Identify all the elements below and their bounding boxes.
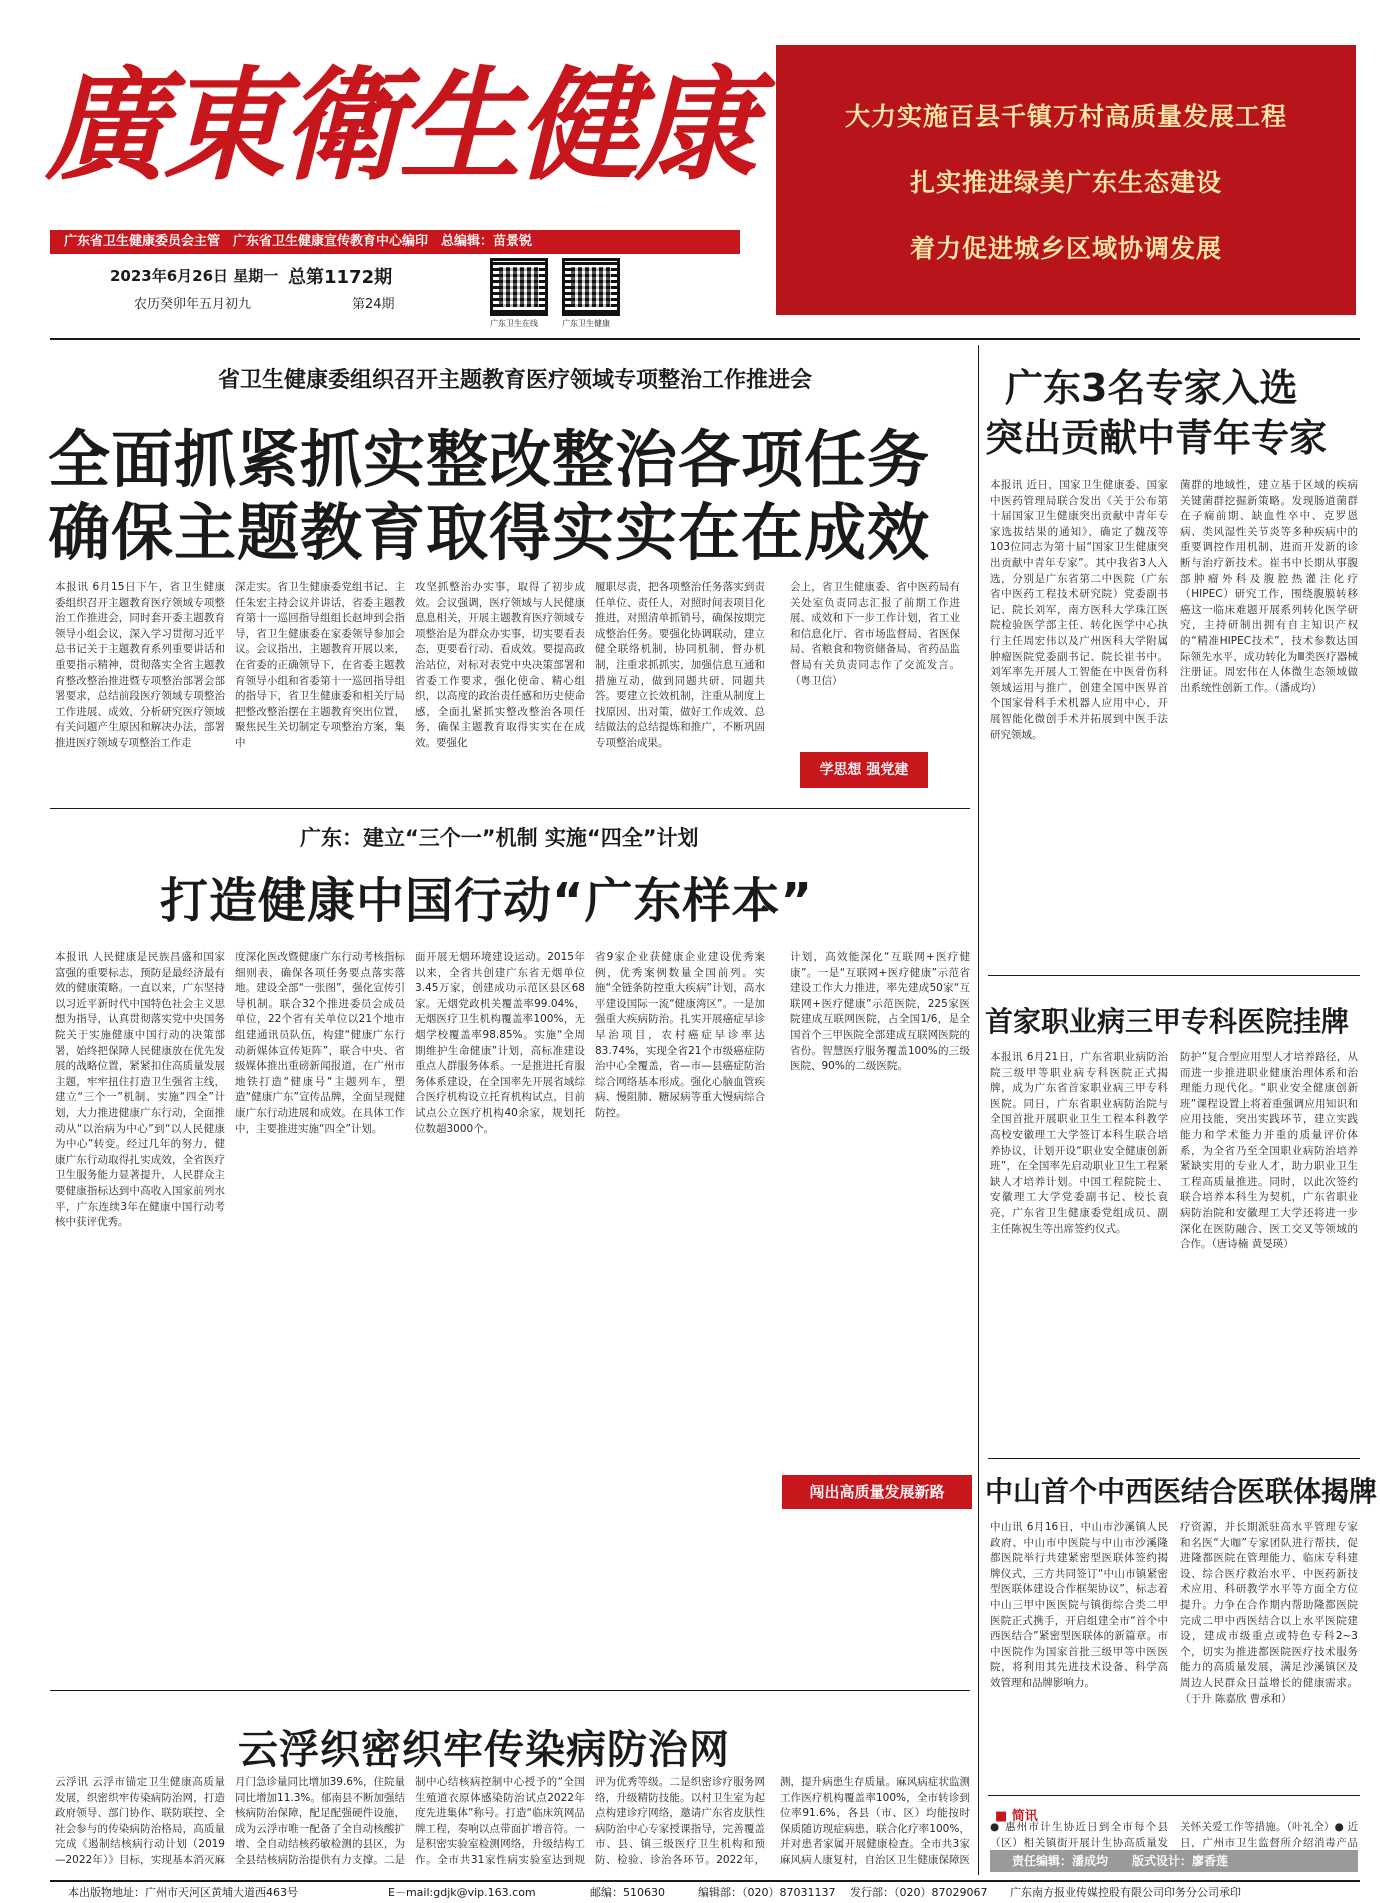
banner-slogan: 着力促进城乡区域协调发展 [909,234,1222,263]
footer-email[interactable]: E－mail:gdjk@vip.163.com [388,1886,536,1899]
lead-body-column: 本报讯 6月15日下午，省卫生健康委组织召开主题教育医疗领域专项整治工作推进会，同时套开委主题教育领导小组会议，深入学习贯彻习近平总书记关于主题教育系列重要讲话和重要指示精神，贯彻落实全省主题教育整改整治推进暨专项整治部署会部署要求，总结前段医疗领域专项整治工作进展、成效，分析研究医疗领域有关问题产生原因和解决办法，部署推进医疗领域专项整治工作走 [55,581,225,749]
divider [988,1795,1360,1796]
right-headline[interactable]: 突出贡献中青年专家 [985,416,1328,460]
lead-body-column: 会上，省卫生健康委、省中医药局有关处室负责同志汇报了前期工作进展、成效和下一步工作计划，省工业和信息化厅、省市场监督局、省医保局、省粮食和物资储备局、省药品监督局有关负责同志作了交流发言。（粤卫信） [790,581,960,687]
qr-code-icon[interactable] [490,258,548,316]
party-education-stamp: 学思想 强党建 [800,752,928,788]
right-body-column: 疗资源，并长期派驻高水平管理专家和名医“大咖”专家团队进行帮扶，促进隆都医院在管理能力、临床专科建设、综合医疗救治水平、中医药新技术应用、科研教学水平等方面全方位提升。力争在合作期内帮助隆都医院完成二甲中西医结合以上水平医院建设，建成市级重点或特色专科2~3个，切实为推进都医院医疗技术服务能力的高质量发展，满足沙溪镇区及周边人民群众日益增长的健康需求。（于升 陈嘉欣 曹承和） [1180,1521,1358,1705]
right-headline[interactable]: 广东3名专家入选 [1005,366,1298,410]
qr-label: 广东卫生在线 [490,319,538,328]
editor-credit: 责任编辑：潘成均 版式设计：廖香莲 [990,1850,1358,1872]
divider [988,975,1360,976]
banner-slogan: 扎实推进绿美广东生态建设 [909,168,1222,197]
third-body-column: 月门急诊量同比增加39.6%，住院量同比增加11.3%。郁南县不断加强结核病防治保障，配足配强硬件设施，成为云浮市唯一配备了全自动核酸扩增、全自动结核药敏检测的县区，为全县结核病防治提供有力支撑。二是 [235,1776,405,1866]
right-body-column: 中山讯 6月16日，中山市沙溪镇人民政府、中山市中医院与中山市沙溪隆都医院举行共建紧密型医联体签约揭牌仪式，三方共同签订“中山市镇紧密型医联体建设合作框架协议”，标志着中山三甲中医医院与镇街综合类二甲医院正式携手，开启组建全市“首个中西医结合”紧密型医联体的新篇章。市中医院作为国家首批三级甲等中医医院，将利用其先进技术设备、科学高效管理和品牌影响力。 [990,1521,1168,1689]
development-stamp: 闯出高质量发展新路 [782,1475,972,1509]
right-body-column: 本报讯 近日，国家卫生健康委、国家中医药管理局联合发出《关于公布第十届国家卫生健康突出贡献中青年专家选拔结果的通知》，确定了魏茂等103位同志为第十届“国家卫生健康突出贡献中青年专家”。其中我省3人入选，分别是广东省第二中医院（广东省中医药工程技术研究院）党委副书记、院长刘军，南方医科大学珠江医院检验医学部主任、转化医学中心执行主任周宏伟以及广州医科大学附属肿瘤医院党委副书记、院长崔书中。刘军率先开展人工智能在中医骨伤科领域运用与推广，创建全国中医界首个国家骨科手术机器人应用中心，开展智能化微创手术并拓展到中医手法研究领域。 [990,479,1168,741]
lead-body-column: 深走实。省卫生健康委党组书记、主任朱宏主持会议并讲话，省委主题教育第十一巡回指导组组长赵坤到会指导，省卫生健康委在家委领导参加会议。会议指出，主题教育开展以来，在省委的正确领导下，在省委主题教育领导小组和省委第十一巡回指导组的指导下，省卫生健康委和相关厅局把整改整治摆在主题教育突出位置，聚焦民生关切制定专项整治方案，集中 [235,581,405,749]
right-body-column: 防护”复合型应用型人才培养路径，从而进一步推进职业健康治理体系和治理能力现代化。“职业安全健康创新班”课程设置上将着重强调应用知识和应用技能，突出实践环节，建立实践能力和学术能力并重的质量评价体系，为全省乃至全国职业病防治培养紧缺实用的专业人才，助力职业卫生工程高质量推进。同时，以此次签约联合培养本科生为契机，广东省职业病防治院和安徽理工大学还将进一步深化在医防融合、医工交叉等领域的合作。（唐诗楠 黄旻瑛） [1180,1051,1358,1251]
second-body-column: 面开展无烟环境建设运动。2015年以来，全省共创建广东省无烟单位3.45万家，创建成功示范区县区68家。无烟党政机关覆盖率99.04%，无烟医疗卫生机构覆盖率100%，无烟学校覆盖率98.85%。实施“全周期维护生命健康”计划，高标准建设重点人群服务体系。一是推进托育服务体系建设，在全国率先开展省域综合医疗机构设立托育机构试点，目前试点公立医疗机构40余家，规划托位数超3000个。 [415,951,585,1135]
third-body-column: 制中心结核病控制中心授予的“全国生殖道衣原体感染防治试点2022年度先进集体”称号。打造“临床筑网品牌工程，奏响以点带面扩增音符。一是积密实验室检测网络，升级结构工作。全市共31家性病实验室达到规 [415,1776,585,1866]
footer [50,1880,1360,1900]
issue-number: 总第1172期 [288,267,393,288]
footer-printer: 广东南方报业传媒控股有限公司印务分公司承印 [1010,1886,1241,1899]
banner-slogan: 大力实施百县千镇万村高质量发展工程 [844,102,1287,131]
lead-headline[interactable]: 确保主题教育取得实实在在成效 [48,496,931,569]
right-headline[interactable]: 首家职业病三甲专科医院挂牌 [985,1005,1350,1038]
right-headline[interactable]: 中山首个中西医结合医联体揭牌 [985,1475,1378,1508]
issue-sub-number: 第24期 [352,297,395,312]
third-headline[interactable]: 云浮织密织牢传染病防治网 [238,1727,730,1773]
second-body-column: 计划，高效能深化“互联网+医疗健康”。一是“互联网+医疗健康”示范省建设工作大力推进，率先建成50家“互联网+医疗健康”示范医院，225家医院建成互联网医院，占全国1/6，是全国首个三甲医院全部建成互联网医院的省份。智慧医疗服务覆盖100%的三级医院、90%的二级医院。 [790,951,970,1073]
second-headline[interactable]: 打造健康中国行动“广东样本” [160,873,814,929]
third-body-column: 云浮讯 云浮市锚定卫生健康高质量发展，织密织牢传染病防治网，打造政府领导、部门协作、联防联控、全社会参与的传染病防治格局，高质量完成《遏制结核病行动计划（2019—2022年）》目标，实现基本消灭麻 [55,1776,225,1866]
third-body-column: 评为优秀等级。二是织密诊疗服务网络，升级精防技能。以村卫生室为起点构建诊疗网络，邀请广东省皮肤性病防治中心专家授课指导，完善覆盖市、县、镇三级医疗卫生机构和预防、检验、诊治各环节。2022年， [595,1776,765,1866]
lead-body-column: 攻坚抓整治办实事，取得了初步成效。会议强调，医疗领域与人民健康息息相关，开展主题教育医疗领域专项整治是为群众办实事，切实要看表态，更要看行动、看成效。要提高政治站位，对标对表党中央决策部署和省委工作要求，强化使命、精心组织，以高度的政治责任感和历史使命感，全面扎紧抓实整改整治各项任务，确保主题教育取得实实在在成效。要强化 [415,581,585,749]
lead-body-column: 履职尽责，把各项整治任务落实到责任单位、责任人，对照时间表项目化推进，对照清单抓销号，确保按期完成整治任务。要强化协调联动，建立健全联络机制，协同机制，督办机制，注重求抓抓实，加强信息互通和措施互动，做到同题共研、同题共答。要建立长效机制，注重从制度上找原因、出对策，做好工作成效、总结做法的总结提炼和推广，不断巩固专项整治成果。 [595,581,765,749]
slogan-banner [776,45,1356,315]
footer-distribution-phone: 发行部：（020）87029067 [850,1886,988,1899]
masthead-title: 廣東衛生健康 [45,53,753,197]
lunar-date: 农历癸卯年五月初九 [134,297,252,312]
lead-headline[interactable]: 全面抓紧抓实整改整治各项任务 [48,423,931,496]
brief-column: ● 惠州市计生协近日到全市每个县（区）相关镇街开展计生协高质量发 [990,1821,1168,1848]
divider [50,808,970,809]
briefs-label: ■ 简讯 [995,1809,1038,1824]
second-body-column: 本报讯 人民健康是民族昌盛和国家富强的重要标志，预防是最经济最有效的健康策略。一直以来，广东坚持以习近平新时代中国特色社会主义思想为指导，认真贯彻落实党中央国务院关于实施健康中国行动的决策部署，始终把保障人民健康放在优先发展的战略位置，紧紧扣住高质量发展主题，牢牢扭住打造卫生强省主线，建立“三个一”机制、实施“四全”计划，大力推进健康广东行动，全面推动从“以治病为中心”到“以人民健康为中心”转变。经过几年的努力，健康广东行动取得扎实成效，全省医疗卫生服务能力显著提升，人民群众主要健康指标达到中高收入国家前列水平，广东连续3年在健康中国行动考核中获评优秀。 [55,951,225,1229]
qr-code-icon[interactable] [562,258,620,316]
second-kicker: 广东：建立“三个一”机制 实施“四全”计划 [300,826,699,850]
third-body-column: 测，提升病患生存质量。麻风病症状监测工作医疗机构覆盖率100%，全市转诊到位率91.6%，各县（市、区）均能按时保质随访现症病患，联合化疗率100%，并对患者家属开展健康检查。全市共3家麻风病人康复村，自治区卫生健康保障医 [780,1776,970,1866]
divider [50,1690,970,1691]
right-body-column: 菌群的地域性，建立基于区域的疾病关键菌群挖掘新策略。发现肠道菌群在子痫前期、缺血性卒中、克罗恩病、类风湿性关节炎等多种疾病中的重要调控作用机制，进而开发新的诊断与治疗新技术。崔书中长期从事腹部肿瘤外科及腹腔热灌注化疗（HIPEC）研究工作，围绕腹膜转移癌这一临床难题开展系列转化医学研究，主持研制出拥有自主知识产权的“精准HIPEC技术”，技术参数达国际领先水平，成功转化为Ⅲ类医疗器械注册证。周宏伟在人体微生态领域做出系统性创新工作。（潘成均） [1180,479,1358,694]
issue-date: 2023年6月26日 星期一 [110,267,279,285]
footer-editorial-phone: 编辑部：（020）87031137 [698,1886,836,1899]
second-body-column: 省9家企业获健康企业建设优秀案例，优秀案例数量全国前列。实施“全链条防控重大疾病”计划，高水平建设国际一流“健康湾区”。一是加强重大疾病防治。扎实开展癌症早诊早治项目，农村癌症早诊率达83.74%，实现全省21个市级癌症防治中心全覆盖，省—市—县癌症防治综合网络基本形成。强化心脑血管疾病、慢阻肺、糖尿病等重大慢病综合防控。 [595,951,765,1119]
brief-column: 关怀关爱工作等措施。（叶礼全）● 近日，广州市卫生监督所介绍消毒产品 [1180,1821,1358,1848]
lead-kicker: 省卫生健康委组织召开主题教育医疗领域专项整治工作推进会 [217,368,812,393]
divider [50,338,1360,340]
divider [988,1458,1360,1459]
footer-postcode: 邮编：510630 [590,1886,665,1899]
footer-address: 本出版物地址：广州市天河区黄埔大道西463号 [68,1886,298,1899]
right-body-column: 本报讯 6月21日，广东省职业病防治院三级甲等职业病专科医院正式揭牌，成为广东省首家职业病三甲专科医院。同日，广东省职业病防治院与全国首批开展职业卫生工程本科教学高校安徽理工大学签订本科生联合培养协议，计划开设“职业安全健康创新班”，在全国率先启动职业卫生工程紧缺人才培养计划。中国工程院院士、安徽理工大学党委副书记、校长袁亮，广东省卫生健康委党组成员、副主任陈祝生等出席签约仪式。 [990,1051,1168,1235]
column-divider [978,345,979,1875]
qr-label: 广东卫生健康 [562,319,610,328]
second-body-column: 度深化医改暨健康广东行动考核指标细则表，确保各项任务要点落实落地。建设全部“一张图”，强化宣传引导机制。联合32个推进委员会成员单位，22个省有关单位以21个地市组建通讯员队伍，构建“健康广东行动新媒体宣传矩阵”，联合中央、省级媒体推出重磅新闻报道，在广州市地铁打造“健康号”主题列车，塑造“健康广东”宣传品牌，全面呈现健康广东行动进展和成效。在具体工作中，主要推进实施“四全”计划。 [235,951,405,1135]
masthead-publisher-bar: 广东省卫生健康委员会主管 广东省卫生健康宣传教育中心编印 总编辑：苗景锐 [50,230,740,254]
